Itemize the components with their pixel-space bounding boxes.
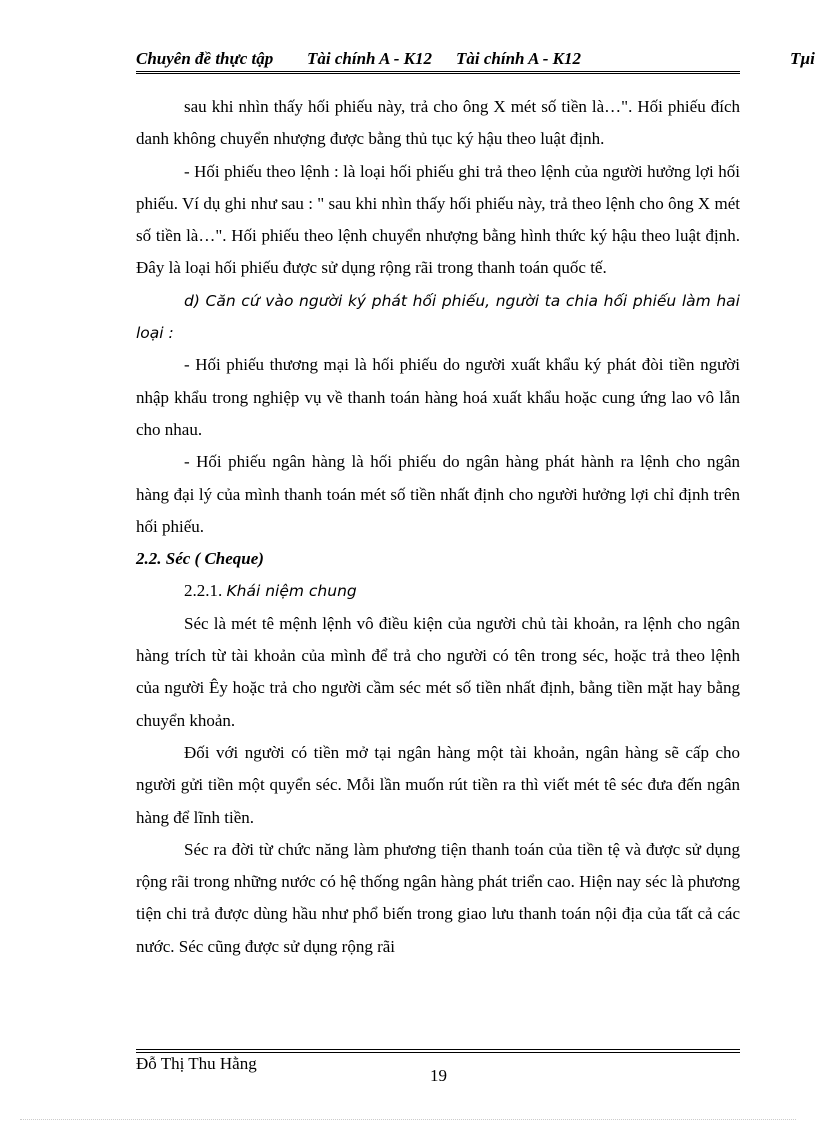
header-rule-double: [136, 73, 740, 74]
footer-author: Đỗ Thị Thu Hằng: [136, 1054, 257, 1073]
subsection-title: Khái niệm chung: [226, 582, 357, 601]
document-body: [136, 91, 740, 963]
paragraph-4: - Hối phiếu thương mại là hối phiếu do người xuất khẩu ký phát đòi tiền người nhập khẩu trong nghiệp vụ về thanh toán hàng hoá xuất khẩu hoặc cung ứng lao vô lẫn cho nhau.: [136, 355, 740, 439]
paragraph-5: - Hối phiếu ngân hàng là hối phiếu do ngân hàng phát hành ra lệnh cho ngân hàng đại lý của mình thanh toán mét số tiền nhất định cho người hưởng lợi chỉ định trên hối phiếu.: [136, 452, 740, 536]
subsection-number: 2.2.1.: [184, 581, 223, 601]
header-class-2: Tài chính A - K12: [456, 49, 582, 68]
paragraph-1: sau khi nhìn thấy hối phiếu này, trả cho ông X mét số tiền là…". Hối phiếu đích danh không chuyển nhượng được bằng thủ tục ký hậu theo luật định.: [136, 97, 740, 149]
page-bottom-border: [20, 1119, 796, 1120]
paragraph-3: d) Căn cứ vào người ký phát hối phiếu, người ta chia hối phiếu làm hai loại :: [136, 291, 740, 343]
paragraph-6: Séc là mét tê mệnh lệnh vô điều kiện của người chủ tài khoản, ra lệnh cho ngân hàng trích từ tài khoản của mình để trả cho người có tên trong séc, hoặc trả theo lệnh của người Êy hoặc trả cho người cầm séc mét số tiền nhất định, bằng tiền mặt hay bằng chuyển khoản.: [136, 613, 740, 730]
paragraph-8: Séc ra đời từ chức năng làm phương tiện thanh toán của tiền tệ và được sử dụng rộng rãi trong những nước có hệ thống ngân hàng phát triển cao. Hiện nay séc là phương tiện chi trả được dùng hầu như phổ biến trong giao lưu thanh toán nội địa của tất cả các nước. Séc cũng được sử dụng rộng rãi: [136, 839, 740, 956]
header-class-1: Tài chính A - K12: [307, 49, 433, 68]
header-rule: [136, 71, 740, 72]
paragraph-2: - Hối phiếu theo lệnh : là loại hối phiếu ghi trả theo lệnh của người hưởng lợi hối phiếu. Ví dụ ghi như sau : " sau khi nhìn thấy hối phiếu này, trả theo lệnh cho ông X mét số tiền là…". Hối phiếu theo lệnh chuyển nhượng bằng hình thức ký hậu theo luật định. Đây là loại hối phiếu được sử dụng rộng rãi trong thanh toán quốc tế.: [136, 161, 740, 278]
footer-rule: [136, 1049, 740, 1050]
section-heading: 2.2. Séc ( Cheque): [136, 549, 264, 569]
paragraph-7: Đối với người có tiền mở tại ngân hàng một tài khoản, ngân hàng sẽ cấp cho người gửi tiền một quyển séc. Mỗi lần muốn rút tiền ra thì viết mét tê séc đưa đến ngân hàng để lĩnh tiền.: [136, 742, 740, 827]
footer-rule-double: [136, 1052, 740, 1053]
running-header: [136, 46, 816, 72]
header-title: Chuyên đề thực tập: [136, 49, 274, 68]
header-overflow-text: Tµi: [790, 49, 815, 68]
page-number: 19: [430, 1066, 447, 1085]
subsection-heading: [136, 575, 740, 607]
